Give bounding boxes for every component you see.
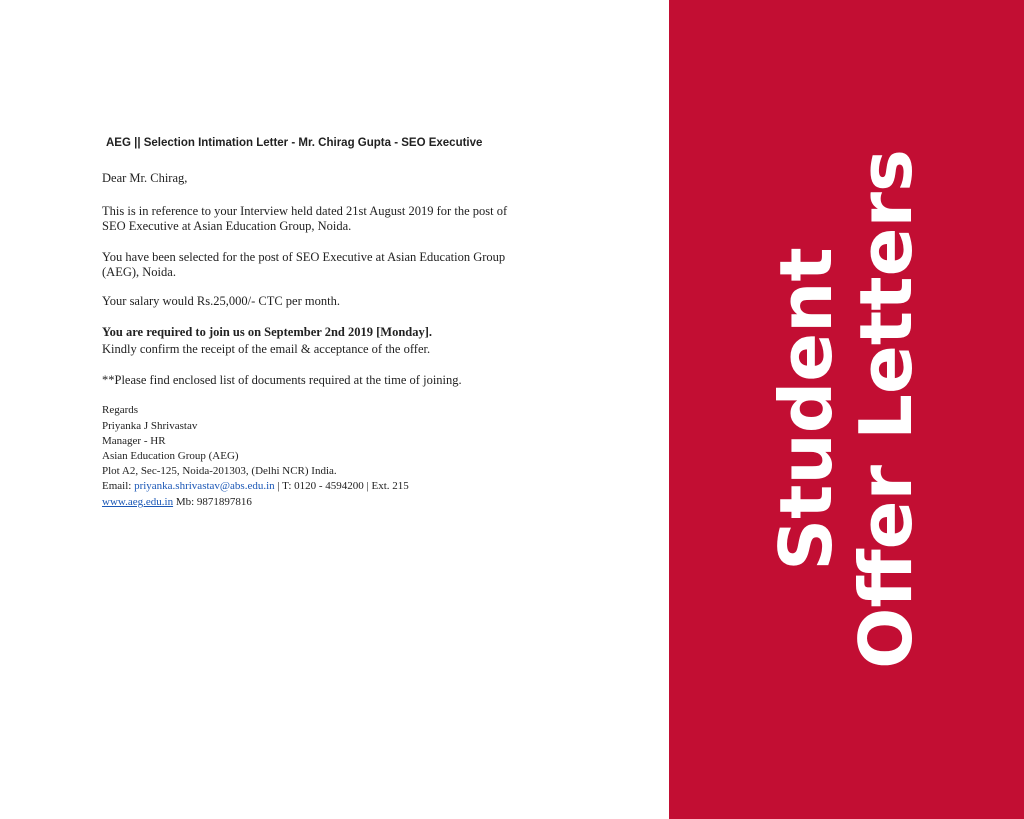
signature-regards: Regards — [102, 404, 139, 416]
website-link[interactable]: www.aeg.edu.in — [102, 496, 174, 508]
joining-date-line: You are required to join us on September 2nd 2019 [Monday]. — [102, 325, 433, 339]
signature-name: Priyanka J Shrivastav — [102, 420, 198, 432]
paragraph-interview-line-1: This is in reference to your Interview held dated 21st August 2019 for the post of — [102, 204, 508, 218]
paragraph-interview-line-2: SEO Executive at Asian Education Group, Noida. — [102, 219, 352, 233]
signature-title: Manager - HR — [102, 435, 166, 447]
phone-text: | T: 0120 - 4594200 | Ext. 215 — [274, 480, 409, 492]
subject-line: AEG || Selection Intimation Letter - Mr. Chirag Gupta - SEO Executive — [106, 137, 483, 149]
confirm-line: Kindly confirm the receipt of the email & acceptance of the offer. — [102, 342, 431, 356]
paragraph-selection-line-2: (AEG), Noida. — [102, 265, 176, 279]
signature-web — [102, 496, 252, 508]
paragraph-selection-line-1: You have been selected for the post of SEO Executive at Asian Education Group — [102, 250, 506, 264]
signature-company: Asian Education Group (AEG) — [102, 450, 239, 462]
email-link[interactable]: priyanka.shrivastav@abs.edu.in — [134, 480, 275, 492]
banner-title-line-1: Student — [764, 247, 848, 571]
signature-address: Plot A2, Sec-125, Noida-201303, (Delhi NCR) India. — [102, 465, 337, 477]
banner-title-line-2: Offer Letters — [844, 149, 928, 669]
banner-title — [766, 149, 926, 669]
salutation: Dear Mr. Chirag, — [102, 171, 188, 185]
salary-line: Your salary would Rs.25,000/- CTC per month. — [102, 294, 340, 308]
documents-line: **Please find enclosed list of documents required at the time of joining. — [102, 373, 462, 387]
email-label: Email: — [102, 480, 135, 492]
mobile-text: Mb: 9871897816 — [173, 496, 252, 508]
signature-contact — [102, 480, 409, 492]
